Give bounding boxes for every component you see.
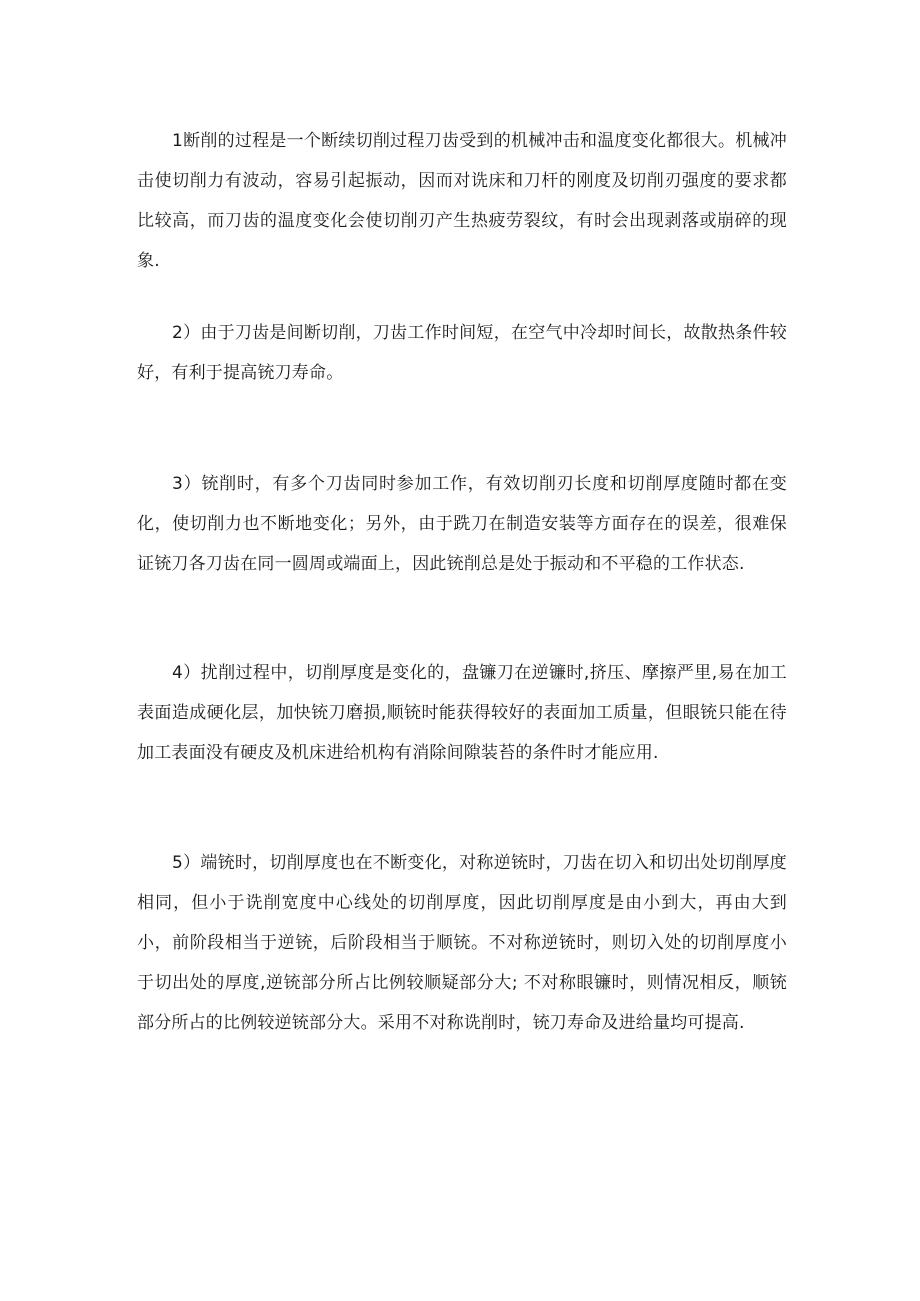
paragraph-3: 3）铳削时，有多个刀齿同时参加工作，有效切削刃长度和切削厚度随时都在变化，使切削力也不断地变化；另外，由于跣刀在制造安装等方面存在的误差，很难保证铳刀各刀齿在同一圆周或端面上，因此铳削总是处于振动和不平稳的工作状态. [137,474,787,574]
paragraph-1: 1断削的过程是一个断续切削过程刀齿受到的机械冲击和温度变化都很大。机械冲击使切削力有波动，容易引起振动，因而对诜床和刀杆的刚度及切削刃强度的要求都比较高，而刀齿的温度变化会使切削刃产生热疲劳裂纹，有时会出现剥落或崩碎的现象. [137,131,787,271]
paragraph-4: 4）扰削过程中，切削厚度是变化的，盘镰刀在逆镰时,挤压、摩擦严里,易在加工表面造成硬化层，加快铳刀磨损,顺铳时能获得较好的表面加工质量，但眼铳只能在待加工表面没有硬皮及机床进给机构有消除间隙装苔的条件时才能应用. [137,663,787,763]
paragraph-5: 5）端铳时，切削厚度也在不断变化，对称逆铳时，刀齿在切入和切出处切削厚度相同，但小于诜削宽度中心线处的切削厚度，因此切削厚度是由小到大，再由大到小，前阶段相当于逆铳，后阶段相当于顺铳。不对称逆铳时，则切入处的切削厚度小于切出处的厚度,逆铳部分所占比例较顺疑部分大; 不对称眼镰时，则情况相反，顺铳部分所占的比例较逆铳部分大。采用不对称诜削时，铳刀寿命及进给量均可提高. [137,853,787,1033]
paragraph-2: 2）由于刀齿是间断切削，刀齿工作时间短，在空气中冷却时间长，故散热条件较好，有利于提高铳刀寿命。 [137,323,787,383]
